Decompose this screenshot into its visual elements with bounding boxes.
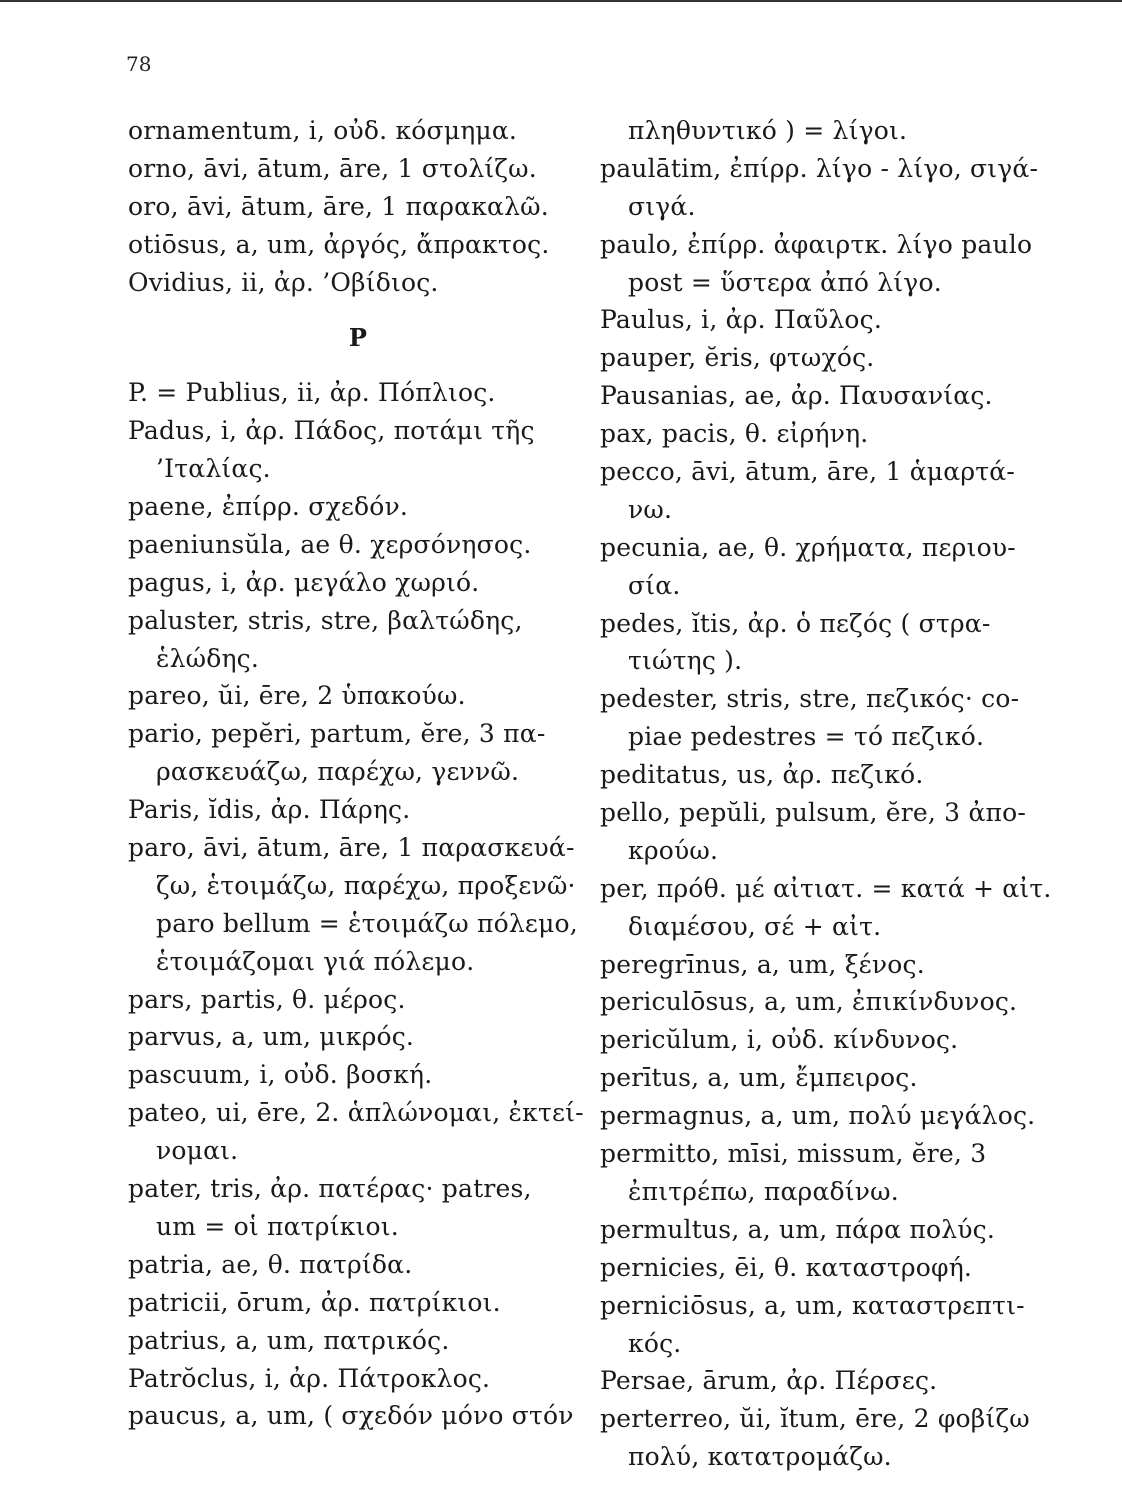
entry-continuation-line: κός. bbox=[628, 1328, 682, 1358]
dictionary-entry-line: Pausanias, ae, ἀρ. Παυσανίας. bbox=[600, 381, 993, 411]
dictionary-entry-line: paro, āvi, ātum, āre, 1 παρασκευά- bbox=[128, 833, 575, 863]
dictionary-entry-line: pars, partis, θ. μέρος. bbox=[128, 984, 406, 1014]
dictionary-entry-line: parvus, a, um, μικρός. bbox=[128, 1022, 415, 1052]
dictionary-entry-line: otiōsus, a, um, ἀργός, ἄπρακτος. bbox=[128, 229, 550, 259]
entry-continuation-line: um = οἱ πατρίκιοι. bbox=[156, 1211, 399, 1241]
dictionary-entry-line: pagus, i, ἀρ. μεγάλο χωριό. bbox=[128, 567, 480, 597]
entry-continuation-line: νομαι. bbox=[156, 1136, 239, 1166]
dictionary-entry-line: Paris, ĭdis, ἀρ. Πάρης. bbox=[128, 795, 411, 825]
entry-continuation-line: paro bellum = ἑτοιμάζω πόλεμο, bbox=[156, 908, 578, 938]
entry-continuation-line: ζω, ἑτοιμάζω, παρέχω, προξενῶ· bbox=[156, 870, 576, 900]
dictionary-entry-line: pareo, ŭi, ēre, 2 ὑπακούω. bbox=[128, 681, 466, 711]
page-top-edge bbox=[0, 0, 1122, 2]
dictionary-entry-line: pecunia, ae, θ. χρήματα, περιου- bbox=[600, 532, 1016, 562]
left-entries-p bbox=[128, 374, 584, 1435]
dictionary-entry-line: patrius, a, um, πατρικός. bbox=[128, 1325, 450, 1355]
dictionary-entry-line: peditatus, us, ἀρ. πεζικό. bbox=[600, 760, 924, 790]
entry-continuation-line: piae pedestres = τό πεζικό. bbox=[628, 722, 985, 752]
dictionary-entry-line: perterreo, ŭi, ĭtum, ēre, 2 φοβίζω bbox=[600, 1404, 1030, 1434]
entry-continuation-line: νω. bbox=[628, 494, 673, 524]
dictionary-entry-line: pedes, ĭtis, ἀρ. ὁ πεζός ( στρα- bbox=[600, 608, 991, 638]
entry-continuation-line: διαμέσου, σέ + αἰτ. bbox=[628, 911, 882, 941]
dictionary-entry-line: Ovidius, ii, ἀρ. ’Οβίδιος. bbox=[128, 267, 439, 297]
entry-continuation-line: τιώτης ). bbox=[628, 646, 743, 676]
dictionary-entry-line: pascuum, i, οὐδ. βοσκή. bbox=[128, 1060, 433, 1090]
section-letter: P bbox=[348, 323, 368, 353]
dictionary-entry-line: oro, āvi, ātum, āre, 1 παρακαλῶ. bbox=[128, 191, 549, 221]
page-number: 78 bbox=[126, 52, 152, 76]
entry-continuation-line: post = ὕστερα ἀπό λίγο. bbox=[628, 267, 942, 297]
entry-continuation-line: ἐπιτρέπω, παραδίνω. bbox=[628, 1176, 899, 1206]
dictionary-entry-line: patria, ae, θ. πατρίδα. bbox=[128, 1249, 413, 1279]
dictionary-entry-line: periculōsus, a, um, ἐπικίνδυνος. bbox=[600, 987, 1018, 1017]
dictionary-entry-line: paulātim, ἐπίρρ. λίγο - λίγο, σιγά- bbox=[600, 153, 1039, 183]
dictionary-entry-line: Patrŏclus, i, ἀρ. Πάτροκλος. bbox=[128, 1363, 491, 1393]
dictionary-entry-line: Padus, i, ἀρ. Πάδος, ποτάμι τῆς bbox=[128, 416, 535, 446]
entry-continuation-line: σιγά. bbox=[628, 191, 696, 221]
dictionary-entry-line: pauper, ĕris, φτωχός. bbox=[600, 343, 875, 373]
dictionary-entry-line: pater, tris, ἀρ. πατέρας· patres, bbox=[128, 1174, 532, 1204]
dictionary-entry-line: paluster, stris, stre, βαλτώδης, bbox=[128, 605, 523, 635]
right-column bbox=[600, 112, 1070, 1476]
dictionary-entry-line: Paulus, i, ἀρ. Παῦλος. bbox=[600, 305, 883, 335]
dictionary-entry-line: paene, ἐπίρρ. σχεδόν. bbox=[128, 492, 409, 522]
dictionary-entry-line: patricii, ōrum, ἀρ. πατρίκιοι. bbox=[128, 1287, 501, 1317]
dictionary-entry-line: perītus, a, um, ἔμπειρος. bbox=[600, 1063, 918, 1093]
dictionary-entry-line: peregrīnus, a, um, ξένος. bbox=[600, 949, 925, 979]
dictionary-entry-line: Persae, ārum, ἀρ. Πέρσες. bbox=[600, 1366, 938, 1396]
dictionary-entry-line: pateo, ui, ēre, 2. ἁπλώνομαι, ἐκτεί- bbox=[128, 1098, 584, 1128]
entry-continuation-line: ρασκευάζω, παρέχω, γεννῶ. bbox=[156, 757, 520, 787]
entry-continuation-line: ’Ιταλίας. bbox=[156, 454, 271, 484]
left-entries-o bbox=[128, 112, 568, 301]
dictionary-entry-line: pello, pepŭli, pulsum, ĕre, 3 ἀπο- bbox=[600, 798, 1027, 828]
dictionary-entry-line: permitto, mīsi, missum, ĕre, 3 bbox=[600, 1139, 987, 1169]
dictionary-entry-line: paeniunsŭla, ae θ. χερσόνησος. bbox=[128, 529, 532, 559]
entry-continuation-line: σία. bbox=[628, 570, 681, 600]
entry-continuation-line: πολύ, κατατρομάζω. bbox=[628, 1442, 892, 1472]
entry-continuation-line: κρούω. bbox=[628, 835, 719, 865]
dictionary-entry-line: ornamentum, i, οὐδ. κόσμημα. bbox=[128, 116, 518, 145]
dictionary-entry-line: orno, āvi, ātum, āre, 1 στολίζω. bbox=[128, 153, 537, 183]
left-column bbox=[128, 112, 584, 1435]
entry-continuation-line: ἑλώδης. bbox=[156, 643, 260, 673]
dictionary-entry-line: pario, pepĕri, partum, ĕre, 3 πα- bbox=[128, 719, 546, 749]
dictionary-entry-line: pericŭlum, i, οὐδ. κίνδυνος. bbox=[600, 1025, 959, 1055]
dictionary-entry-line: pernicies, ēi, θ. καταστροφή. bbox=[600, 1252, 973, 1282]
dictionary-entry-line: permultus, a, um, πάρα πολύς. bbox=[600, 1214, 996, 1244]
dictionary-entry-line: pedester, stris, stre, πεζικός· co- bbox=[600, 684, 1020, 714]
dictionary-entry-line: perniciōsus, a, um, καταστρεπτι- bbox=[600, 1290, 1025, 1320]
dictionary-entry-line: paulo, ἐπίρρ. ἀφαιρτκ. λίγο paulo bbox=[600, 229, 1033, 259]
right-entries bbox=[600, 112, 1070, 1476]
entry-continuation-line: ἑτοιμάζομαι γιά πόλεμο. bbox=[156, 946, 475, 976]
dictionary-entry-line: paucus, a, um, ( σχεδόν μόνο στόν bbox=[128, 1401, 574, 1431]
dictionary-entry-line: P. = Publius, ii, ἀρ. Πόπλιος. bbox=[128, 378, 496, 408]
dictionary-entry-line: pax, pacis, θ. εἰρήνη. bbox=[600, 419, 869, 449]
dictionary-entry-line: pecco, āvi, ātum, āre, 1 ἁμαρτά- bbox=[600, 457, 1015, 487]
dictionary-entry-line: per, πρόθ. μέ αἰτιατ. = κατά + αἰτ. bbox=[600, 873, 1052, 903]
dictionary-entry-line: permagnus, a, um, πολύ μεγάλος. bbox=[600, 1101, 1036, 1131]
entry-continuation-line: πληθυντικό ) = λίγοι. bbox=[628, 116, 908, 145]
